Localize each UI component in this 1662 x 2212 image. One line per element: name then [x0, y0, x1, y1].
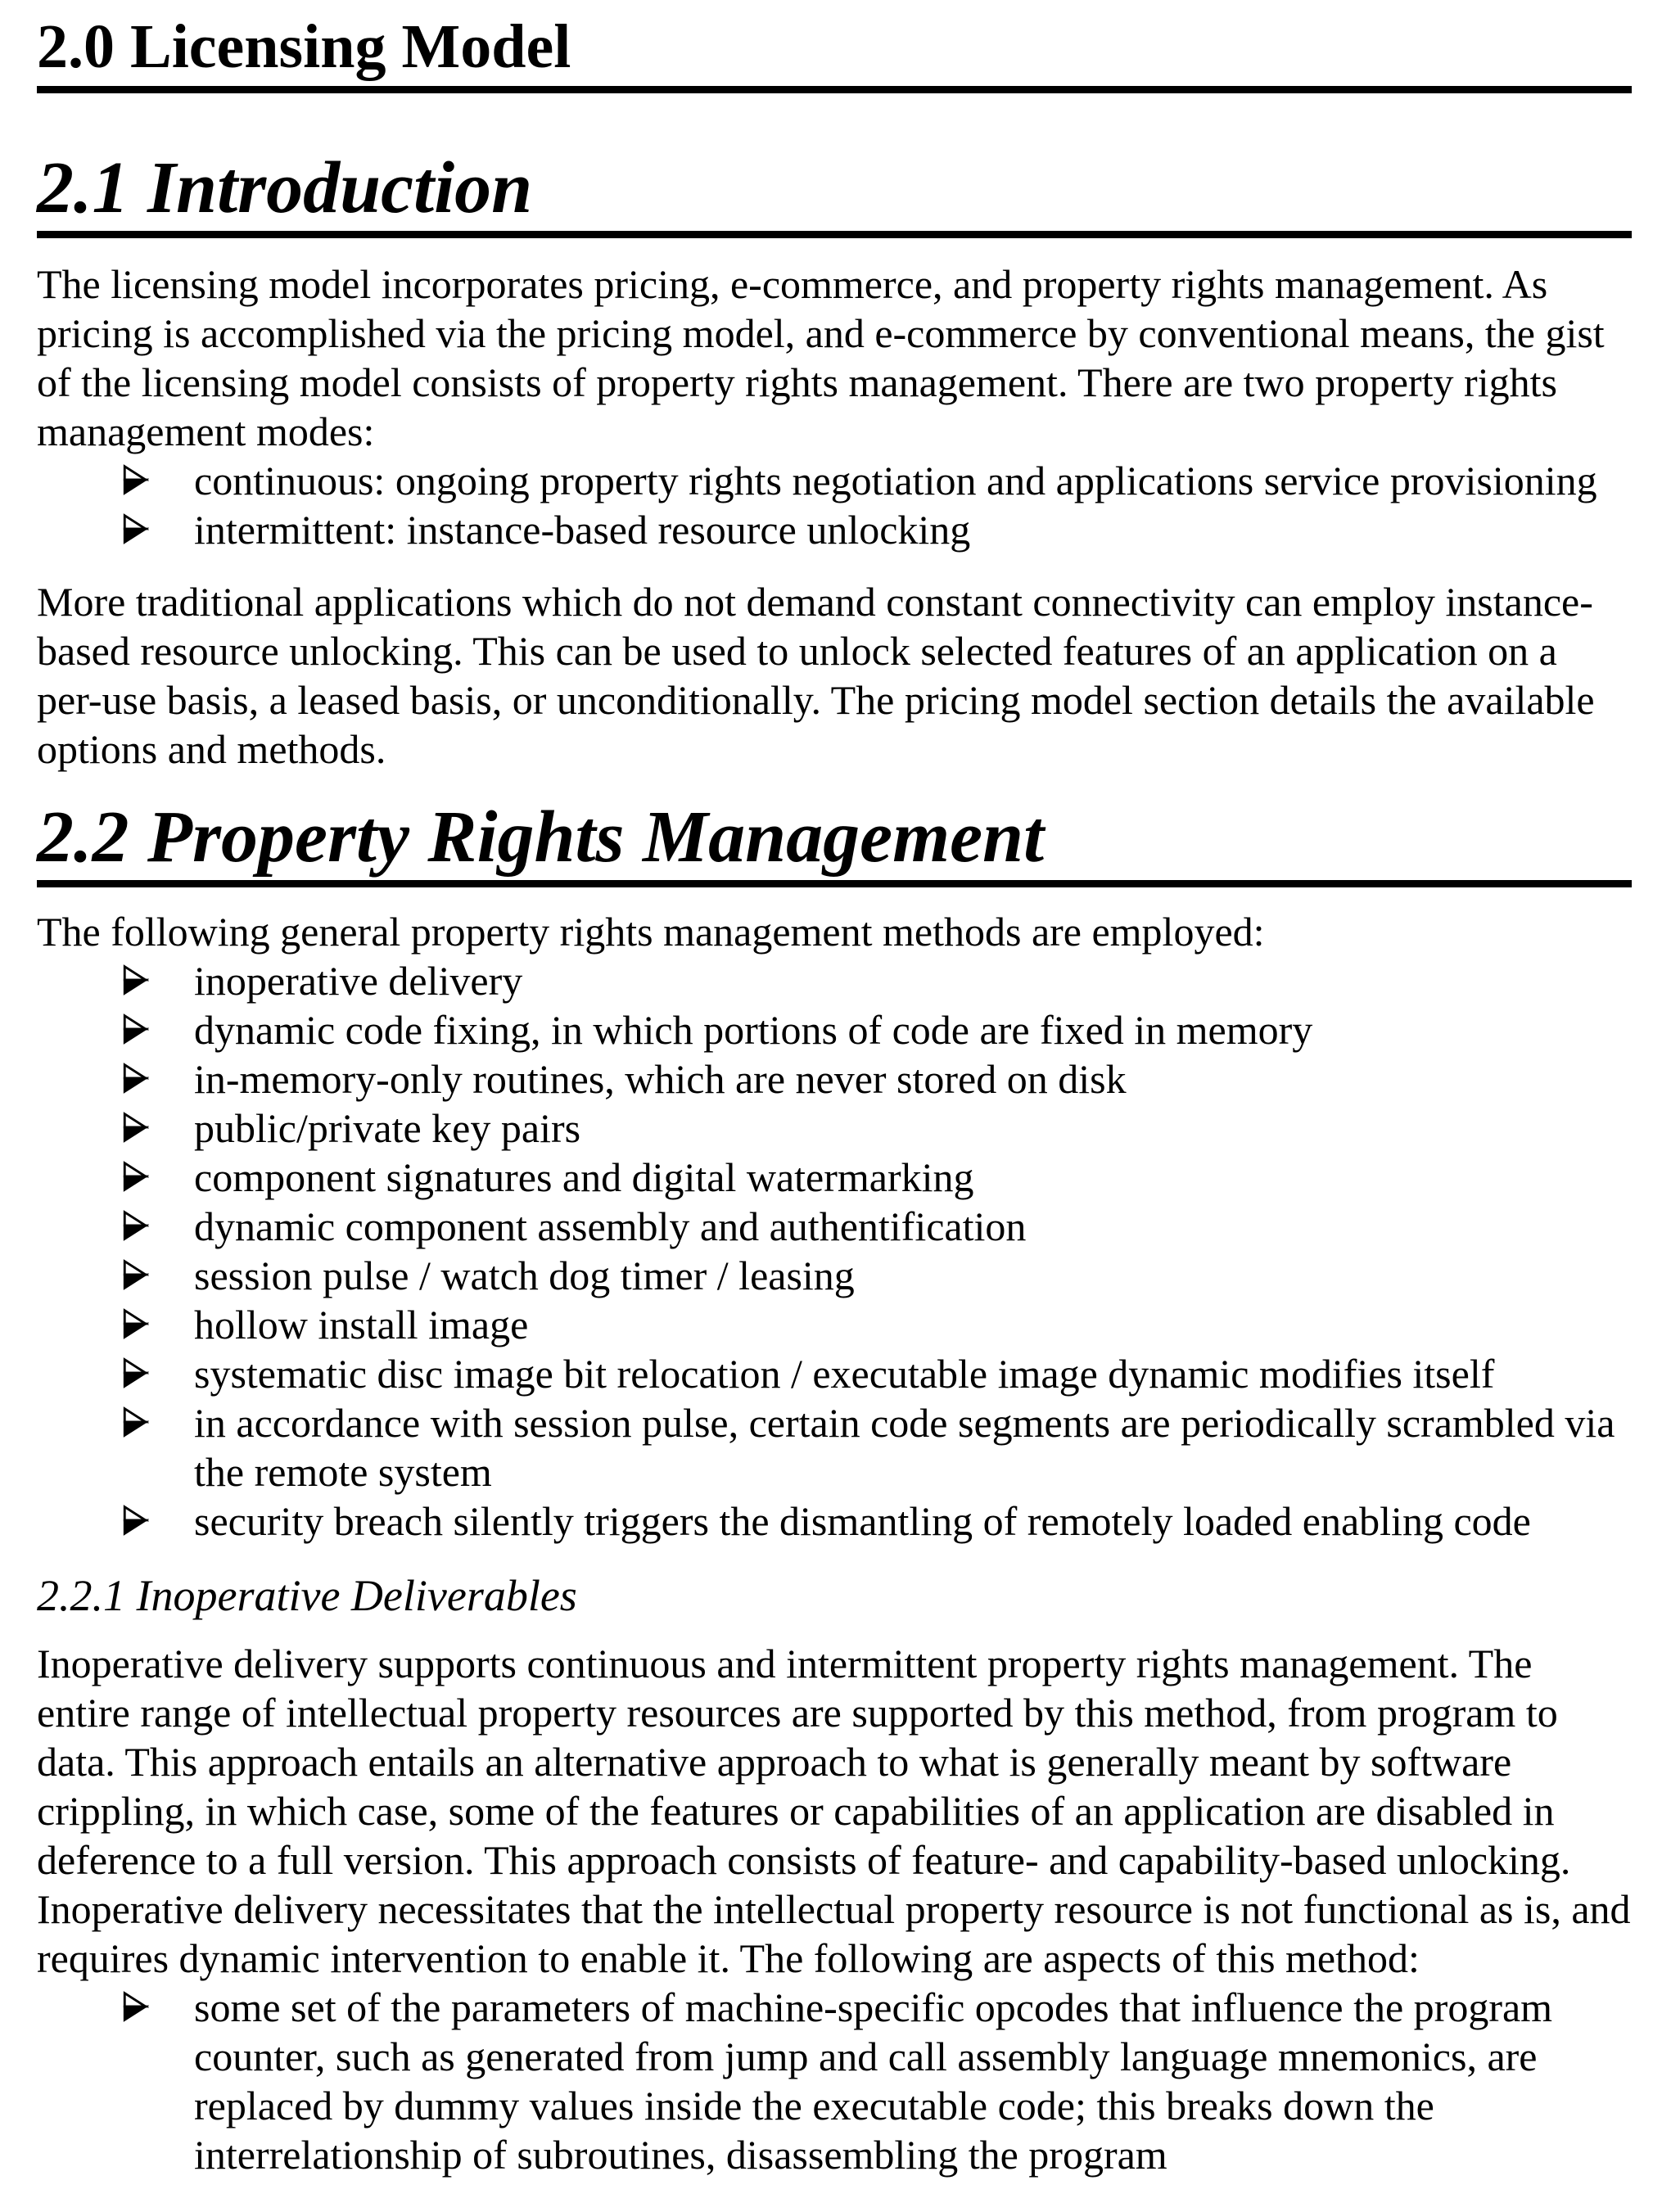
list-item [37, 1496, 1632, 1546]
arrow-bullet-icon [121, 1111, 149, 1144]
list-item [37, 1983, 1632, 2179]
section-divider-rule [37, 231, 1632, 238]
section-2-2-1-heading: 2.2.1 Inoperative Deliverables [37, 1571, 577, 1620]
list-item [37, 1398, 1632, 1496]
list-item-text: systematic disc image bit relocation / executable image dynamic modifies itself [194, 1351, 1495, 1397]
list-item [37, 1300, 1632, 1349]
section-2-2-heading: 2.2 Property Rights Management [37, 797, 1045, 878]
list-item-text: continuous: ongoing property rights negotiation and applications service provisioning [194, 458, 1597, 503]
arrow-bullet-icon [121, 1406, 149, 1438]
methods-list [37, 956, 1632, 1546]
list-item-text: some set of the parameters of machine-specific opcodes that influence the program counter, such as generated from jump and call assembly language mnemonics, are replaced by dummy values inside the executable code; this breaks down the interrelationship of subroutines, disassembling the program [194, 1984, 1553, 2178]
list-item [37, 1349, 1632, 1398]
arrow-bullet-icon [121, 1013, 149, 1045]
list-item [37, 505, 1632, 554]
section-2-1-heading: 2.1 Introduction [37, 147, 533, 228]
list-item-text: dynamic code fixing, in which portions of code are fixed in memory [194, 1007, 1313, 1053]
arrow-bullet-icon [121, 1307, 149, 1340]
list-item [37, 456, 1632, 505]
arrow-bullet-icon [121, 1258, 149, 1291]
list-item-text: inoperative delivery [194, 958, 523, 1004]
arrow-bullet-icon [121, 1990, 149, 2023]
list-item [37, 1104, 1632, 1153]
list-item-text: dynamic component assembly and authentification [194, 1203, 1027, 1249]
list-item-text: intermittent: instance-based resource unlocking [194, 507, 971, 553]
list-item-text: in-memory-only routines, which are never stored on disk [194, 1056, 1127, 1102]
arrow-bullet-icon [121, 1160, 149, 1193]
list-item [37, 1202, 1632, 1251]
list-item-text: in accordance with session pulse, certain code segments are periodically scrambled via the remote system [194, 1400, 1615, 1495]
arrow-bullet-icon [121, 1062, 149, 1095]
intro-paragraph: The licensing model incorporates pricing, e-commerce, and property rights management. As pricing is accomplished via the pricing model, and e-commerce by conventional means, the gist of the licensing model consists of property rights management. There are two property rights management modes: [37, 261, 1605, 454]
list-item [37, 956, 1632, 1005]
arrow-bullet-icon [121, 512, 149, 545]
arrow-bullet-icon [121, 1357, 149, 1389]
methods-intro-paragraph: The following general property rights management methods are employed: [37, 909, 1265, 955]
body-paragraph: More traditional applications which do not demand constant connectivity can employ instance-based resource unlocking. This can be used to unlock selected features of an application on a per-use basis, a leased basis, or unconditionally. The pricing model section details the available options and methods. [37, 579, 1595, 772]
list-item-text: hollow install image [194, 1302, 529, 1348]
arrow-bullet-icon [121, 1504, 149, 1537]
list-item [37, 1153, 1632, 1202]
list-item [37, 1005, 1632, 1054]
list-item-text: session pulse / watch dog timer / leasing [194, 1253, 855, 1298]
section-divider-rule [37, 86, 1632, 93]
arrow-bullet-icon [121, 964, 149, 996]
list-item-text: public/private key pairs [194, 1105, 581, 1151]
modes-list [37, 456, 1632, 554]
list-item-text: component signatures and digital watermarking [194, 1154, 974, 1200]
body-paragraph: Inoperative delivery supports continuous and intermittent property rights management. The entire range of intellectual property resources are supported by this method, from program to data. This approach entails an alternative approach to what is generally meant by software crippling, in which case, some of the features or capabilities of an application are disabled in deference to a full version. This approach consists of feature- and capability-based unlocking. Inoperative delivery necessitates that the intellectual property resource is not functional as is, and requires dynamic intervention to enable it. The following are aspects of this method: [37, 1641, 1631, 1981]
arrow-bullet-icon [121, 1209, 149, 1242]
list-item [37, 1251, 1632, 1300]
arrow-bullet-icon [121, 463, 149, 496]
section-2-0-heading: 2.0 Licensing Model [37, 12, 571, 81]
list-item-text: security breach silently triggers the dismantling of remotely loaded enabling code [194, 1498, 1531, 1544]
list-item [37, 1054, 1632, 1104]
aspects-list [37, 1983, 1632, 2179]
section-divider-rule [37, 880, 1632, 887]
